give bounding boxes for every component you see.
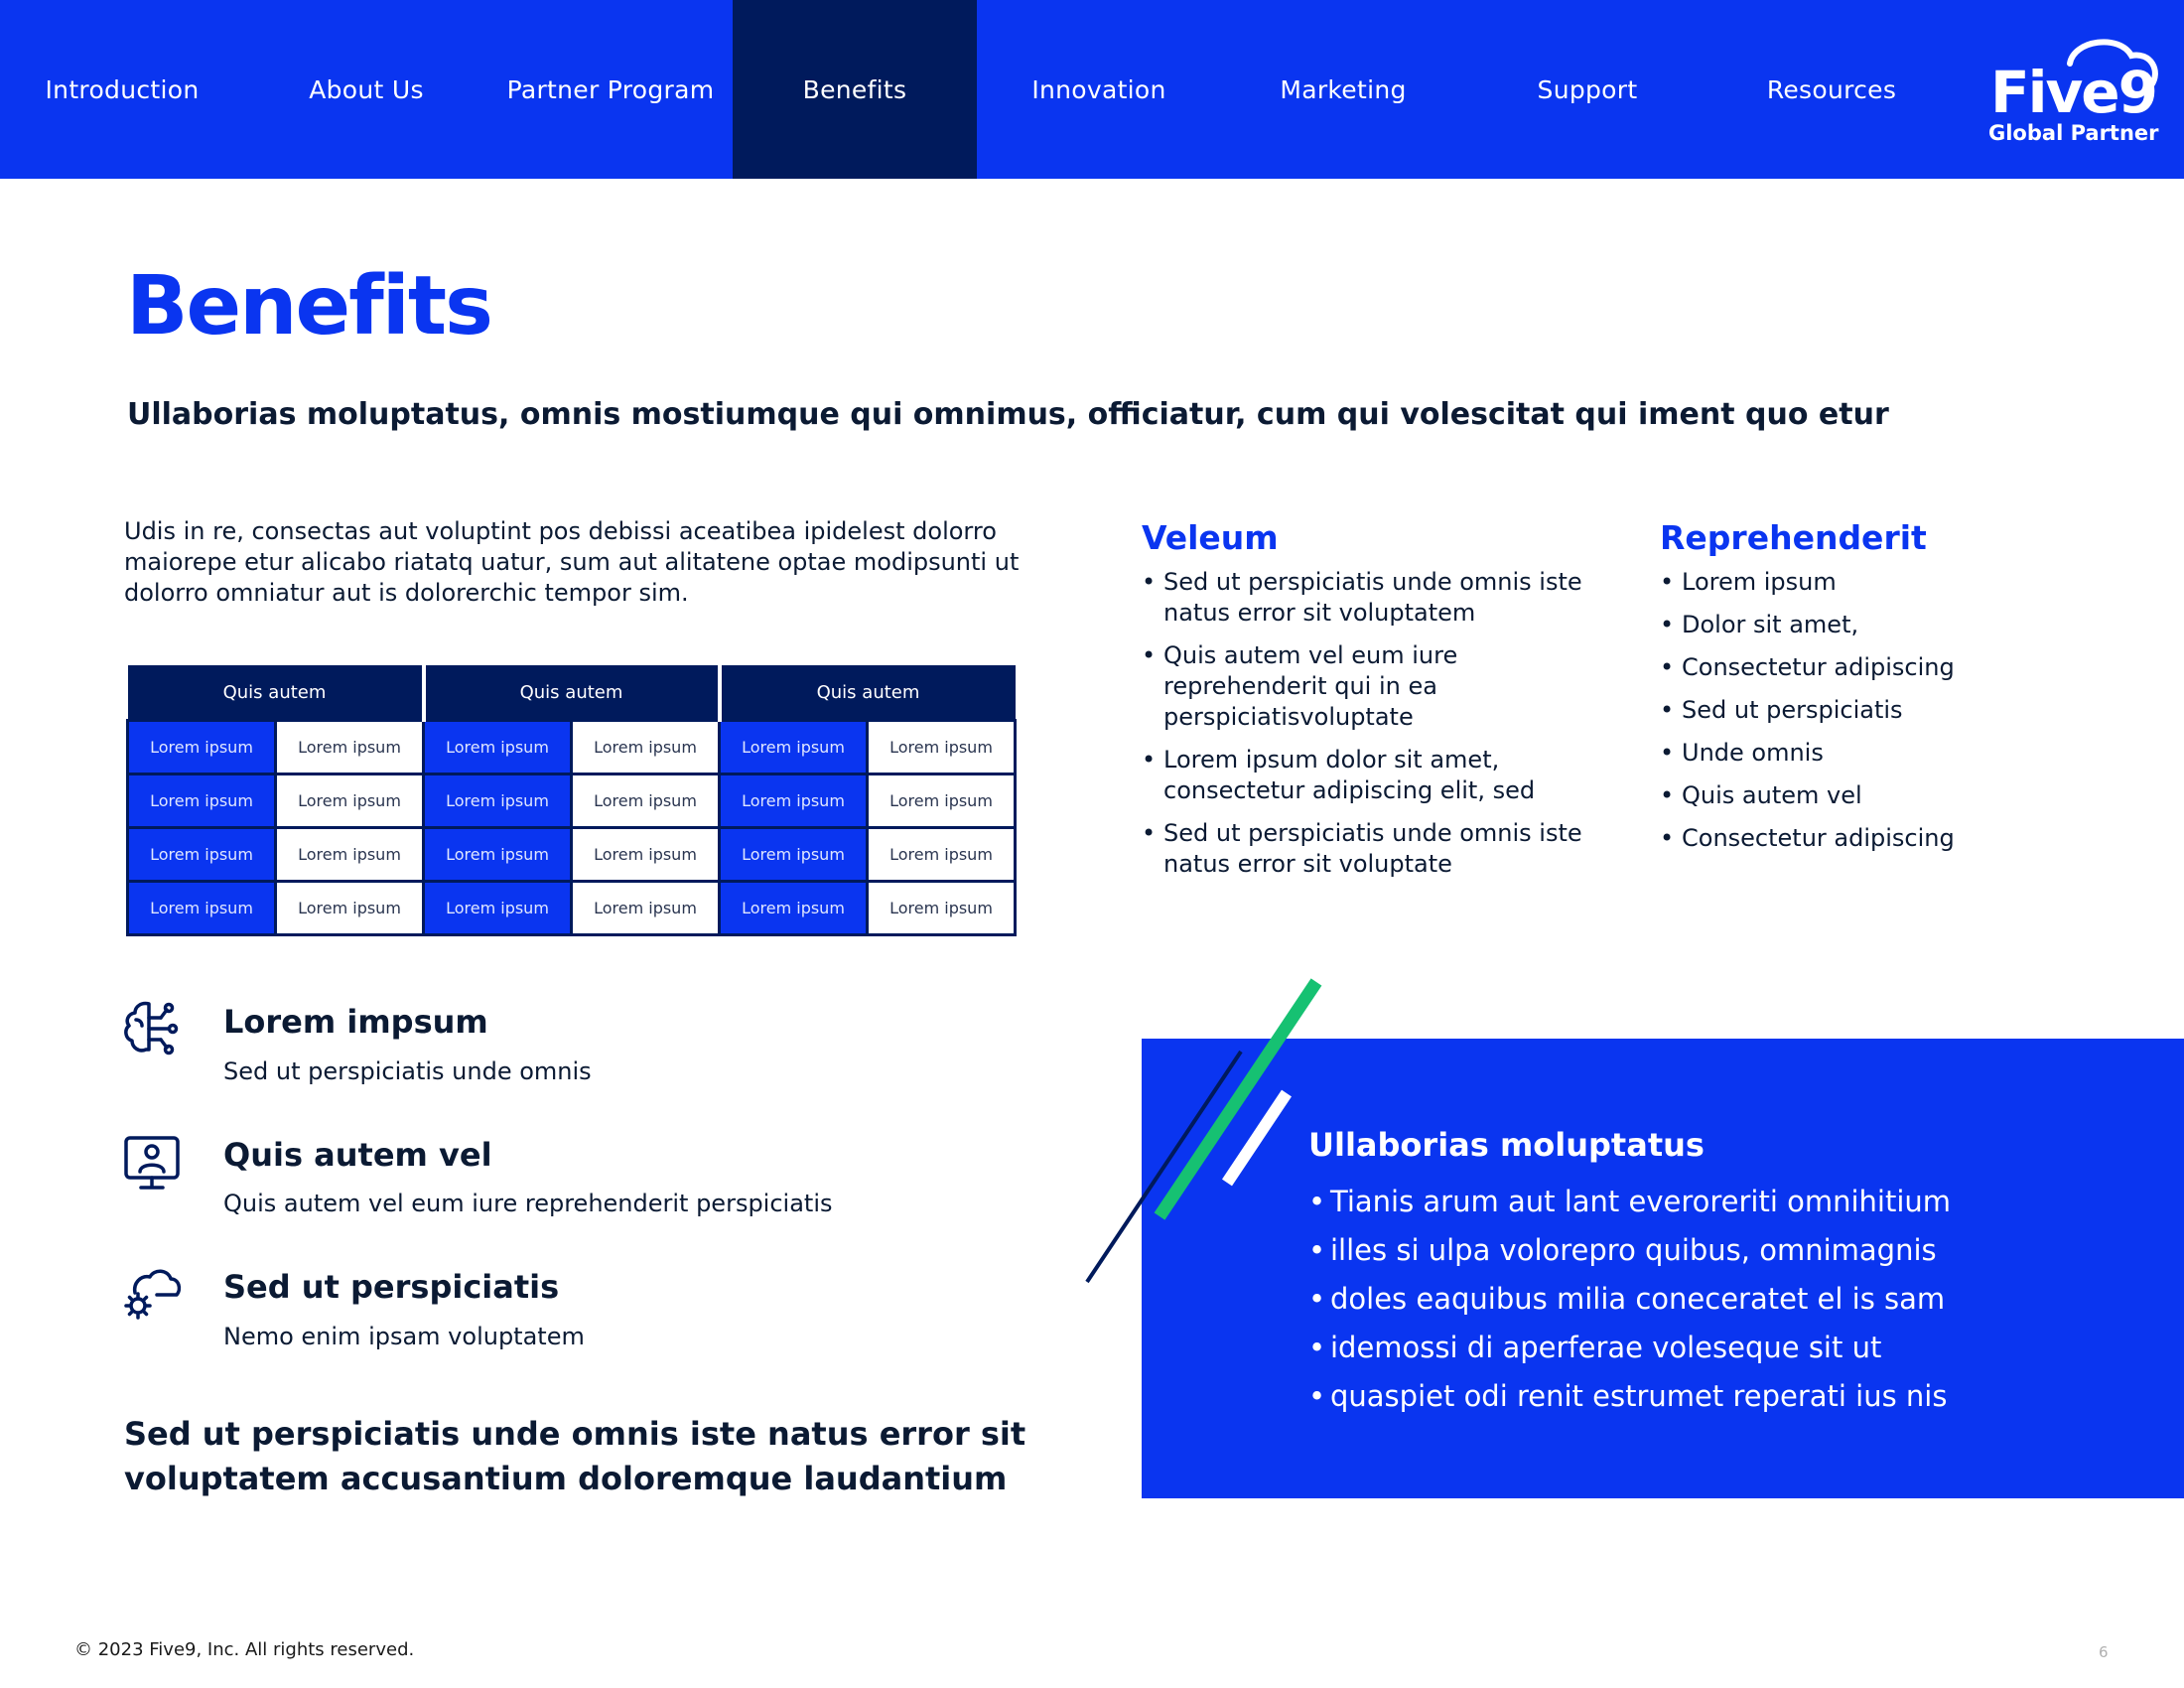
list-item: • Tianis arum aut lant everoreriti omnihitium — [1308, 1178, 1951, 1226]
list-item: • Consectetur adipiscing — [1660, 823, 2097, 854]
nav-item-benefits[interactable]: Benefits — [733, 0, 977, 179]
list-item: • quaspiet odi renit estrumet reperati ius nis — [1308, 1372, 1951, 1421]
closing-statement: Sed ut perspiciatis unde omnis iste natus error sit voluptatem accusantium doloremque laudantium — [124, 1415, 1026, 1497]
five9-logo[interactable] — [1971, 28, 2169, 152]
nav-item-support[interactable]: Support — [1537, 74, 1638, 104]
callout-list — [1308, 1178, 1951, 1421]
decorative-slashes — [1082, 978, 1340, 1306]
nav-item-introduction[interactable]: Introduction — [45, 74, 200, 104]
table-cell: Lorem ipsum — [868, 774, 1016, 828]
reprehenderit-heading: Reprehenderit — [1660, 518, 1927, 557]
table-cell: Lorem ipsum — [424, 828, 572, 882]
table-cell: Lorem ipsum — [572, 774, 720, 828]
table-row — [128, 774, 1016, 828]
benefits-table — [126, 665, 1017, 936]
reprehenderit-list — [1660, 567, 2097, 866]
nav-item-about-us[interactable]: About Us — [309, 74, 424, 104]
table-cell: Lorem ipsum — [128, 828, 276, 882]
top-nav — [0, 0, 2184, 179]
table-header: Quis autem — [720, 665, 1016, 721]
page-number: 6 — [2099, 1643, 2109, 1661]
list-item: • Quis autem vel eum iure reprehenderit qui in ea perspiciatisvoluptate — [1142, 640, 1588, 733]
table-row — [128, 828, 1016, 882]
table-cell: Lorem ipsum — [276, 882, 424, 935]
list-item: • Consectetur adipiscing — [1660, 652, 2097, 683]
table-cell: Lorem ipsum — [424, 774, 572, 828]
table-header: Quis autem — [424, 665, 720, 721]
monitor-user-icon — [121, 1132, 183, 1194]
feature-description: Nemo enim ipsam voluptatem — [223, 1323, 585, 1350]
table-cell: Lorem ipsum — [276, 774, 424, 828]
feature-description: Quis autem vel eum iure reprehenderit perspiciatis — [223, 1190, 833, 1217]
table-cell: Lorem ipsum — [720, 828, 868, 882]
list-item: • idemossi di aperferae voleseque sit ut — [1308, 1324, 1951, 1372]
nav-item-marketing[interactable]: Marketing — [1280, 74, 1407, 104]
nav-item-partner-program[interactable]: Partner Program — [506, 74, 715, 104]
table-cell: Lorem ipsum — [572, 828, 720, 882]
table-row — [128, 882, 1016, 935]
table-cell: Lorem ipsum — [720, 882, 868, 935]
table-row — [128, 721, 1016, 774]
callout-title: Ullaborias moluptatus — [1308, 1126, 1705, 1164]
table-cell: Lorem ipsum — [572, 721, 720, 774]
table-cell: Lorem ipsum — [128, 882, 276, 935]
list-item: • Unde omnis — [1660, 738, 2097, 769]
feature-title: Quis autem vel — [223, 1136, 492, 1174]
table-cell: Lorem ipsum — [128, 774, 276, 828]
logo-wordmark: Five9 — [1990, 59, 2157, 126]
logo-tagline: Global Partner — [1988, 121, 2159, 145]
list-item: • Quis autem vel — [1660, 780, 2097, 811]
cloud-gear-icon — [121, 1263, 183, 1325]
table-header-row — [128, 665, 1016, 721]
table-header: Quis autem — [128, 665, 424, 721]
brain-circuit-icon — [121, 998, 183, 1059]
list-item: • Sed ut perspiciatis unde omnis iste natus error sit voluptatem — [1142, 567, 1588, 629]
table-cell: Lorem ipsum — [868, 828, 1016, 882]
nav-item-innovation[interactable]: Innovation — [1031, 74, 1166, 104]
page-title: Benefits — [126, 259, 491, 353]
copyright-text: © 2023 Five9, Inc. All rights reserved. — [74, 1639, 415, 1660]
table-cell: Lorem ipsum — [276, 828, 424, 882]
table-cell: Lorem ipsum — [128, 721, 276, 774]
list-item: • Sed ut perspiciatis unde omnis iste natus error sit voluptate — [1142, 818, 1588, 880]
veleum-heading: Veleum — [1142, 518, 1279, 557]
table-cell: Lorem ipsum — [424, 721, 572, 774]
list-item: • Dolor sit amet, — [1660, 610, 2097, 640]
list-item: • Lorem ipsum dolor sit amet, consectetur adipiscing elit, sed — [1142, 745, 1588, 806]
list-item: • Lorem ipsum — [1660, 567, 2097, 598]
intro-paragraph: Udis in re, consectas aut voluptint pos debissi aceatibea ipidelest dolorro maiorepe etur alicabo riatatq uatur, sum aut alitatene optae modipsunti ut dolorro omniatur aut is dolorerchic tempor sim. — [124, 517, 1020, 607]
list-item: • doles eaquibus milia coneceratet el is sam — [1308, 1275, 1951, 1324]
table-cell: Lorem ipsum — [424, 882, 572, 935]
page-subtitle: Ullaborias moluptatus, omnis mostiumque qui omnimus, officiatur, cum qui volescitat qui iment quo etur — [127, 397, 1889, 432]
list-item: • Sed ut perspiciatis — [1660, 695, 2097, 726]
table-cell: Lorem ipsum — [868, 721, 1016, 774]
nav-item-resources[interactable]: Resources — [1766, 74, 1897, 104]
veleum-list — [1142, 567, 1588, 892]
table-cell: Lorem ipsum — [720, 721, 868, 774]
table-cell: Lorem ipsum — [720, 774, 868, 828]
feature-title: Sed ut perspiciatis — [223, 1268, 560, 1306]
table-cell: Lorem ipsum — [276, 721, 424, 774]
table-cell: Lorem ipsum — [868, 882, 1016, 935]
table-cell: Lorem ipsum — [572, 882, 720, 935]
feature-description: Sed ut perspiciatis unde omnis — [223, 1057, 592, 1085]
feature-title: Lorem impsum — [223, 1003, 488, 1041]
list-item: • illes si ulpa volorepro quibus, omnimagnis — [1308, 1226, 1951, 1275]
